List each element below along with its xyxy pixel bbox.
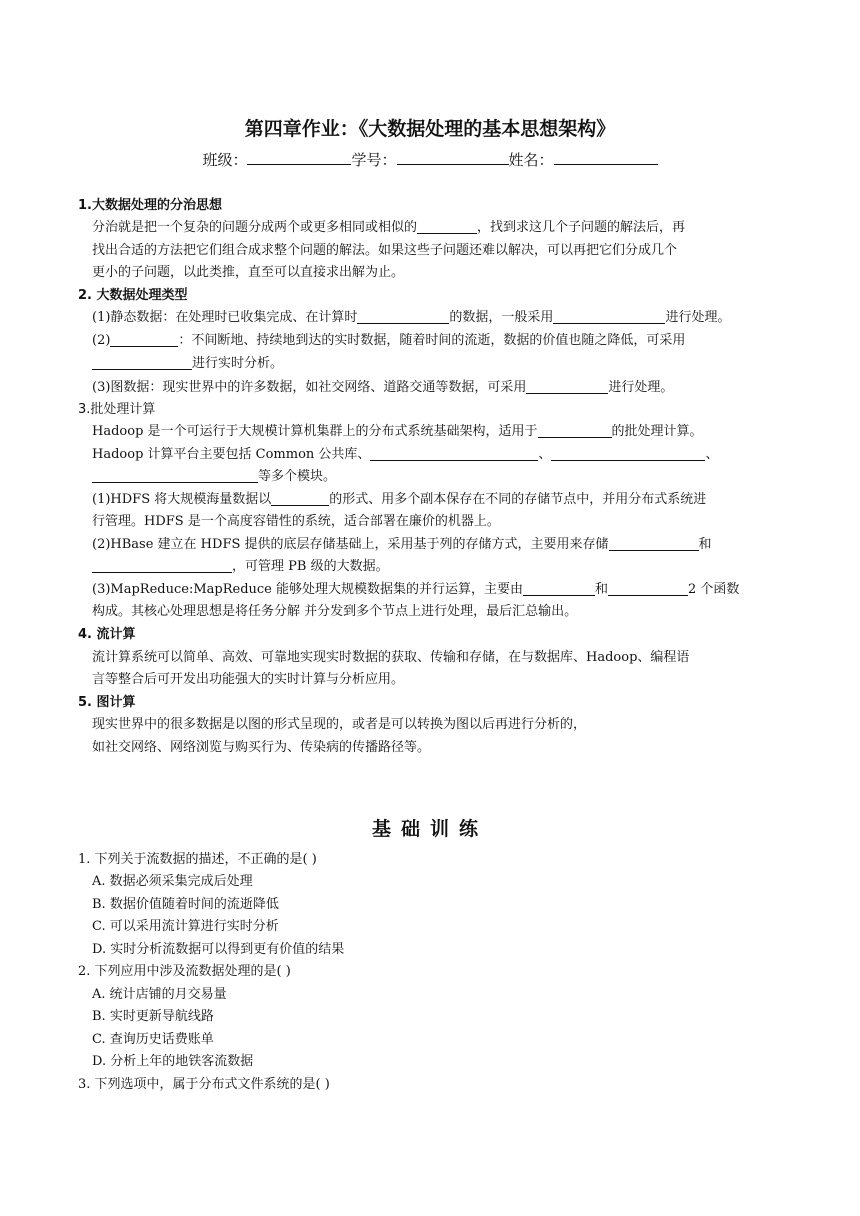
s2-line-4 — [92, 377, 784, 399]
class-blank[interactable] — [247, 149, 351, 165]
student-id-label: 学号： — [351, 151, 397, 169]
fill-blank[interactable] — [271, 491, 329, 506]
fill-blank[interactable] — [553, 309, 665, 324]
s3-text: 2 个函数 — [688, 582, 740, 597]
s3-line-7 — [92, 556, 784, 578]
s1-text: ，找到求这几个子问题的解法后，再 — [477, 220, 686, 235]
s3-text: 的形式、用多个副本保存在不同的存储节点中，并用分布式系统进 — [329, 492, 707, 507]
section-4-heading: 4. 流计算 — [78, 627, 136, 642]
q2-option-d[interactable]: D. 分析上年的地铁客流数据 — [92, 1054, 254, 1069]
s3-line-4 — [92, 489, 784, 511]
s2-text: 的数据，一般采用 — [449, 310, 554, 325]
s1-line-3: 更小的子问题，以此类推，直至可以直接求出解为止。 — [92, 265, 405, 280]
question-2: 2. 下列应用中涉及流数据处理的是( ) — [78, 964, 291, 979]
section-3-heading: 3.批处理计算 — [78, 402, 156, 417]
fill-blank[interactable] — [608, 581, 688, 596]
s4-line-2: 言等整合后可开发出功能强大的实时计算与分析应用。 — [92, 672, 405, 687]
s3-line-2 — [92, 444, 784, 466]
s3-text: 、 — [538, 447, 552, 462]
s2-text: ：不间断地、持续地到达的实时数据，随着时间的流逝，数据的价值也随之降低，可采用 — [178, 333, 686, 348]
s2-text: (1)静态数据：在处理时已收集完成、在计算时 — [92, 310, 358, 325]
s2-text: 进行实时分析。 — [192, 356, 284, 371]
fill-blank[interactable] — [110, 332, 178, 347]
s5-line-2: 如社交网络、网络浏览与购买行为、传染病的传播路径等。 — [92, 740, 431, 755]
s2-text: (2) — [92, 333, 111, 348]
s3-text: ，可管理 PB 级的大数据。 — [232, 559, 389, 574]
s3-text: 、 — [705, 447, 719, 462]
s3-text: 等多个模块。 — [258, 469, 337, 484]
fill-blank[interactable] — [357, 309, 449, 324]
s3-line-5: 行管理。HDFS 是一个高度容错性的系统，适合部署在廉价的机器上。 — [92, 514, 500, 529]
fill-blank[interactable] — [92, 558, 232, 573]
q2-option-a[interactable]: A. 统计店铺的月交易量 — [92, 987, 227, 1002]
s3-line-8 — [92, 579, 784, 601]
fill-blank[interactable] — [370, 446, 538, 461]
s3-text: Hadoop 计算平台主要包括 Common 公共库、 — [92, 447, 371, 462]
s1-text: 分治就是把一个复杂的问题分成两个或更多相同或相似的 — [92, 220, 418, 235]
s2-line-3 — [92, 353, 784, 375]
s4-line-1: 流计算系统可以简单、高效、可靠地实现实时数据的获取、传输和存储，在与数据库、Hadoop、编程语 — [92, 650, 690, 665]
q1-option-a[interactable]: A. 数据必须采集完成后处理 — [92, 874, 253, 889]
s2-text: 进行处理。 — [608, 380, 674, 395]
s2-text: 进行处理。 — [665, 310, 731, 325]
name-blank[interactable] — [554, 149, 658, 165]
student-info-row — [0, 149, 860, 170]
training-title: 基础训练 — [371, 818, 488, 840]
s3-text: (3)MapReduce:MapReduce 能够处理大规模数据集的并行运算，主要由 — [92, 582, 523, 597]
fill-blank[interactable] — [523, 581, 595, 596]
section-2-heading: 2. 大数据处理类型 — [78, 288, 188, 303]
question-3: 3. 下列选项中，属于分布式文件系统的是( ) — [78, 1077, 330, 1092]
s3-text: 和 — [595, 582, 609, 597]
fill-blank[interactable] — [609, 536, 699, 551]
s2-text: (3)图数据：现实世界中的许多数据，如社交网络、道路交通等数据，可采用 — [92, 380, 527, 395]
s2-line-2 — [92, 330, 784, 352]
class-label: 班级： — [202, 151, 248, 169]
fill-blank[interactable] — [92, 355, 192, 370]
q2-option-c[interactable]: C. 查询历史话费账单 — [92, 1032, 214, 1047]
fill-blank[interactable] — [551, 446, 705, 461]
s3-text: (2)HBase 建立在 HDFS 提供的底层存储基础上，采用基于列的存储方式，主要用来存储 — [92, 537, 609, 552]
s5-line-1: 现实世界中的很多数据是以图的形式呈现的，或者是可以转换为图以后再进行分析的， — [92, 717, 587, 732]
fill-blank[interactable] — [538, 423, 612, 438]
question-1: 1. 下列关于流数据的描述，不正确的是( ) — [78, 852, 317, 867]
s3-text: (1)HDFS 将大规模海量数据以 — [92, 492, 272, 507]
q2-option-b[interactable]: B. 实时更新导航线路 — [92, 1009, 214, 1024]
s2-line-1 — [92, 307, 784, 329]
name-label: 姓名： — [508, 151, 554, 169]
s1-line-1 — [92, 217, 784, 239]
q1-option-d[interactable]: D. 实时分析流数据可以得到更有价值的结果 — [92, 942, 345, 957]
s3-line-6 — [92, 534, 784, 556]
s3-text: 的批处理计算。 — [611, 424, 703, 439]
fill-blank[interactable] — [526, 379, 608, 394]
s1-line-2: 找出合适的方法把它们组合成求整个问题的解法。如果这些子问题还难以解决，可以再把它们分成几个 — [92, 243, 678, 258]
section-5-heading: 5. 图计算 — [78, 695, 136, 710]
q1-option-c[interactable]: C. 可以采用流计算进行实时分析 — [92, 919, 279, 934]
fill-blank[interactable] — [92, 468, 258, 483]
s3-line-9: 构成。其核心处理思想是将任务分解 并分发到多个节点上进行处理，最后汇总输出。 — [92, 604, 578, 619]
section-1-heading: 1.大数据处理的分治思想 — [78, 198, 222, 213]
page-title: 第四章作业：《大数据处理的基本思想架构》 — [244, 118, 616, 140]
s3-text: Hadoop 是一个可运行于大规模计算机集群上的分布式系统基础架构，适用于 — [92, 424, 538, 439]
fill-blank[interactable] — [417, 219, 477, 234]
s3-text: 和 — [698, 537, 712, 552]
q1-option-b[interactable]: B. 数据价值随着时间的流逝降低 — [92, 897, 279, 912]
s3-line-1 — [92, 421, 784, 443]
s3-line-3 — [92, 466, 784, 488]
student-id-blank[interactable] — [397, 149, 509, 165]
